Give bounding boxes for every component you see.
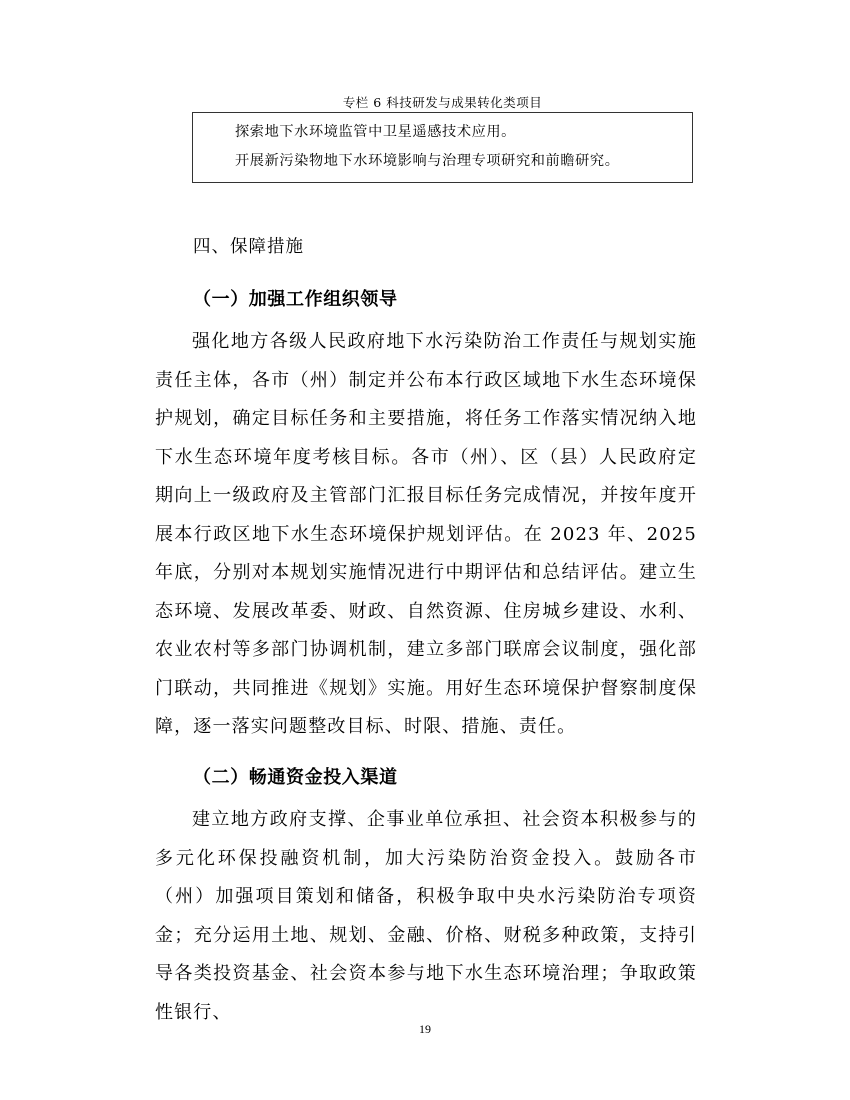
section-heading: 四、保障措施 xyxy=(193,237,304,257)
subsection-heading-1: （一）加强工作组织领导 xyxy=(193,289,398,310)
box-caption: 专栏 6 科技研发与成果转化类项目 xyxy=(342,95,543,110)
subsection-heading-2: （二）畅通资金投入渠道 xyxy=(193,767,398,788)
project-box xyxy=(192,112,693,183)
paragraph-1: 强化地方各级人民政府地下水污染防治工作责任与规划实施责任主体，各市（州）制定并公布本行政区域地下水生态环境保护规划，确定目标任务和主要措施，将任务工作落实情况纳入地下水生态环境年度考核目标。各市（州）、区（县）人民政府定期向上一级政府及主管部门汇报目标任务完成情况，并按年度开展本行政区地下水生态环境保护规划评估。在 2023 年、2025 年底，分别对本规划实施情况进行中期评估和总结评估。建立生态环境、发展改革委、财政、自然资源、住房城乡建设、水利、农业农村等多部门协调机制，建立多部门联席会议制度，强化部门联动，共同推进《规划》实施。用好生态环境保护督察制度保障，逐一落实问题整改目标、时限、措施、责任。 xyxy=(155,331,697,737)
paragraph-2: 建立地方政府支撑、企事业单位承担、社会资本积极参与的多元化环保投融资机制，加大污染防治资金投入。鼓励各市（州）加强项目策划和储备，积极争取中央水污染防治专项资金；充分运用土地、规划、金融、价格、财税多种政策，支持引导各类投资基金、社会资本参与地下水生态环境治理；争取政策性银行、 xyxy=(155,809,697,1023)
box-line: 探索地下水环境监管中卫星遥感技术应用。 xyxy=(235,124,516,140)
box-line: 开展新污染物地下水环境影响与治理专项研究和前瞻研究。 xyxy=(235,153,620,169)
page-number: 19 xyxy=(419,1022,431,1036)
